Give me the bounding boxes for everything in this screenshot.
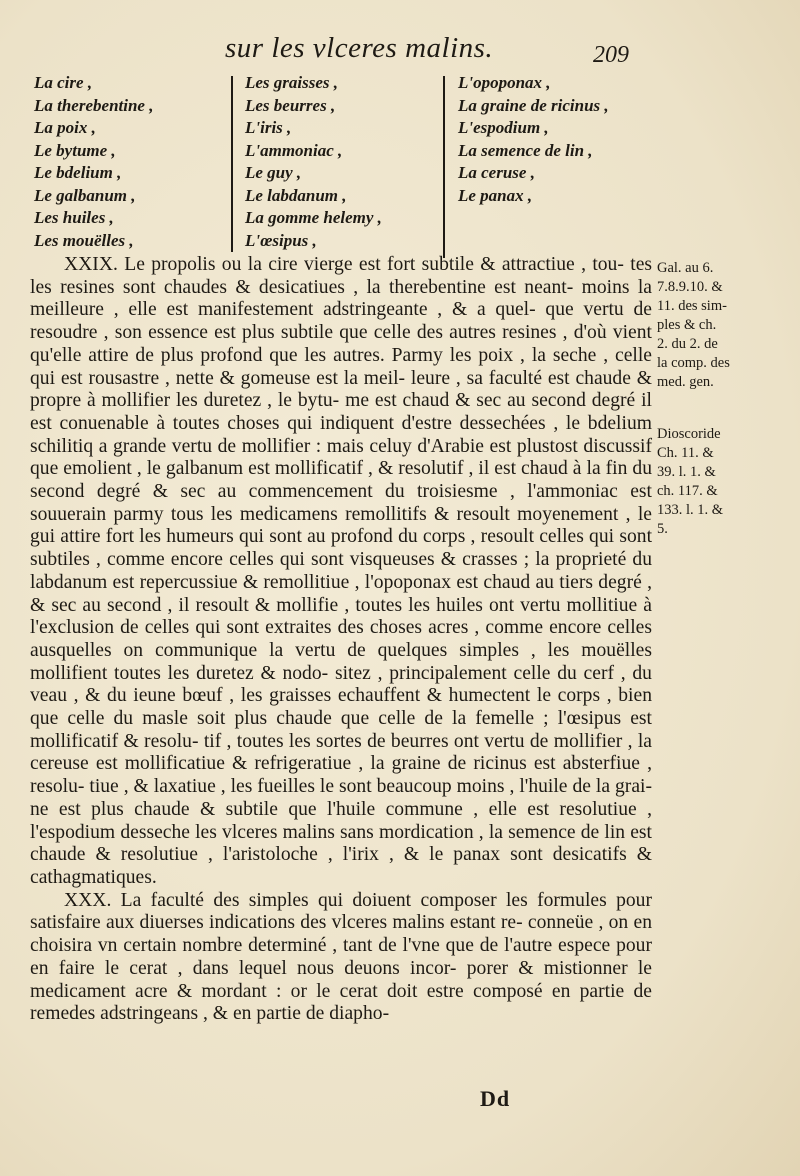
list-column-3 xyxy=(458,72,609,207)
list-item: L'espodium , xyxy=(458,118,549,137)
text-line: degré & sec au commencement du troisiesme , l'ammoniac est souuerain xyxy=(30,481,652,525)
text-line: me est chaud & sec au second degré il est conuenable à toutes choses xyxy=(30,390,652,434)
margin-note-line: la comp. des xyxy=(657,355,730,371)
text-line: attire fort les humeurs qui sont au profond du corps , resoult celles qui xyxy=(60,526,615,548)
text-line: de l'autre espece pour en faire le cerat , dans lequel nous deuons incor- xyxy=(30,935,652,979)
simples-list xyxy=(0,72,800,254)
text-line: estre composé en partie de remedes adstringeans , & en partie de diapho- xyxy=(30,980,652,1025)
text-line: qui indiquent d'estre dessechées , le bdelium schilitiq a grande vertu de xyxy=(30,412,652,457)
text-line: est chaude & resolutiue , l'aristoloche , l'irix , & le panax sont desicatifs xyxy=(30,821,652,866)
margin-note-line: 11. des sim- xyxy=(657,298,727,314)
list-item: La poix , xyxy=(34,118,96,137)
list-item: La cire , xyxy=(34,73,93,92)
text-line: l'espodium desseche les vlceres malins sans mordication , la semence de lin xyxy=(30,821,626,843)
list-item: L'ammoniac , xyxy=(245,140,343,160)
paragraph-xxix xyxy=(30,254,652,890)
list-item: Le bytume , xyxy=(34,140,116,160)
text-line: & cathagmatiques. xyxy=(30,844,652,888)
text-line: de quelques simples , les mouëlles mollifient toutes les duretez & nodo- xyxy=(30,639,652,684)
margin-note-line: Gal. au 6. xyxy=(657,260,714,276)
list-item: Les beurres , xyxy=(245,95,336,115)
margin-note-line: 133. l. 1. & xyxy=(657,502,724,518)
text-line: galbanum est mollificatif , & resolutif , il est chaud à la fin du second xyxy=(30,458,652,503)
column-divider xyxy=(443,76,445,258)
text-line: mollifier : mais celuy d'Arabie est plustost discussif que emolient , le xyxy=(30,435,652,480)
text-line: chaud au tiers degré , & sec au second , il resoult & mollifie , toutes xyxy=(30,571,652,616)
list-item: Les mouëlles , xyxy=(34,230,134,250)
signature-mark: Dd xyxy=(480,1086,511,1111)
page-number: 209 xyxy=(593,42,629,68)
text-line: porer & mistionner le medicament acre & mordant : or le cerat doit xyxy=(30,957,653,1002)
margin-note-line: 7.8.9.10. & xyxy=(657,279,723,295)
list-item: Les graisses , xyxy=(245,73,339,92)
text-line: mollificatiue & refrigeratiue , la graine de ricinus est absterfiue , resolu- xyxy=(30,753,652,798)
text-line: moins la meilleure , elle est manifestement adstringeante , & a quel- xyxy=(30,276,652,321)
list-column-1 xyxy=(34,72,153,252)
list-item: La therebentine , xyxy=(34,95,154,115)
text-line: plus chaude que celle de la femelle ; l'œsipus est mollificatif & resolu- xyxy=(30,708,653,752)
text-line: XXX. La faculté des simples qui doiuent composer les formules xyxy=(64,889,607,911)
text-line: sont subtiles , comme encore celles qui sont visqueuses & crasses ; la xyxy=(30,526,653,571)
margin-note-line: ch. 117. & xyxy=(657,483,718,499)
list-item: L'iris , xyxy=(245,118,292,137)
margin-note-line: 2. du 2. de xyxy=(657,336,718,352)
text-line: leure , sa faculté est chaude & propre à mollifier les duretez , le bytu- xyxy=(30,367,652,412)
list-item: L'opoponax , xyxy=(458,73,551,92)
text-line: conneüe , on en choisira vn certain nombre determiné , tant de l'vne que xyxy=(30,912,652,957)
column-divider xyxy=(231,76,233,252)
text-line: sitez , principalement celle du cerf , du veau , & du ieune bœuf , les xyxy=(30,662,652,707)
text-line: graisses echauffent & humectent le corps , bien que celle du masle soit xyxy=(30,685,652,730)
margin-note-galen xyxy=(657,259,797,392)
list-item: Le panax , xyxy=(458,185,533,205)
margin-note-line: Dioscoride xyxy=(657,426,721,442)
list-item: Le bdelium , xyxy=(34,163,122,182)
margin-note-line: ples & ch. xyxy=(657,317,717,333)
text-line: les poix , la seche , celle qui est rousastre , nette & gomeuse est la meil- xyxy=(30,344,652,389)
list-item: La graine de ricinus , xyxy=(458,95,609,115)
text-line: tif , toutes les sortes de beurres ont vertu de mollifier , la cereuse est xyxy=(30,730,652,775)
text-line: ne est plus chaude & subtile que l'huile commune , elle est resolutiue , xyxy=(30,798,652,820)
text-line: XXIX. Le propolis ou la cire vierge est fort subtile & attractiue , tou- xyxy=(64,254,624,275)
page-header xyxy=(0,28,800,68)
text-line: proprieté du labdanum est repercussiue & remollitiue , l'opoponax est xyxy=(30,549,652,593)
margin-note-dioscoride xyxy=(657,425,797,539)
list-item: L'œsipus , xyxy=(245,230,317,250)
margin-note-line: med. gen. xyxy=(657,374,714,390)
text-line: tes les resines sont chaudes & desicatiues , la therebentine est neant- xyxy=(30,254,653,298)
list-item: Le labdanum , xyxy=(245,185,347,205)
list-column-2 xyxy=(245,72,382,252)
margin-note-line: 39. l. 1. & xyxy=(657,464,716,480)
margin-note-line: 5. xyxy=(657,521,668,537)
text-line: que vertu de resoudre , son essence est plus subtile que celle des autres xyxy=(30,299,652,344)
text-line: choses acres , comme encore celles ausquelles on communique la vertu xyxy=(30,617,652,661)
text-line: tiue , & laxatiue , les fueilles le sont beaucoup moins , l'huile de la grai- xyxy=(89,776,652,798)
list-item: La gomme helemy , xyxy=(245,208,382,227)
list-item: Le galbanum , xyxy=(34,185,136,205)
text-line: les huiles ont vertu mollitiue à l'exclusion de celles qui sont extraites des xyxy=(30,594,652,639)
text-line: parmy tous les medicamens remollitifs & resoult moyenement , le gui xyxy=(30,503,652,548)
text-line: pour satisfaire aux diuerses indications des vlceres malins estant re- xyxy=(30,889,652,934)
body-text xyxy=(30,254,652,1026)
list-item: La ceruse , xyxy=(458,163,535,182)
list-item: La semence de lin , xyxy=(458,140,593,160)
running-title: sur les vlceres malins. xyxy=(225,32,494,64)
list-item: Les huiles , xyxy=(34,208,114,227)
text-line: resines , d'où vient qu'elle attire de plus profond que les autres. Parmy xyxy=(30,322,652,366)
list-item: Le guy , xyxy=(245,163,302,182)
paragraph-xxx xyxy=(30,890,652,1026)
margin-note-line: Ch. 11. & xyxy=(657,445,714,461)
